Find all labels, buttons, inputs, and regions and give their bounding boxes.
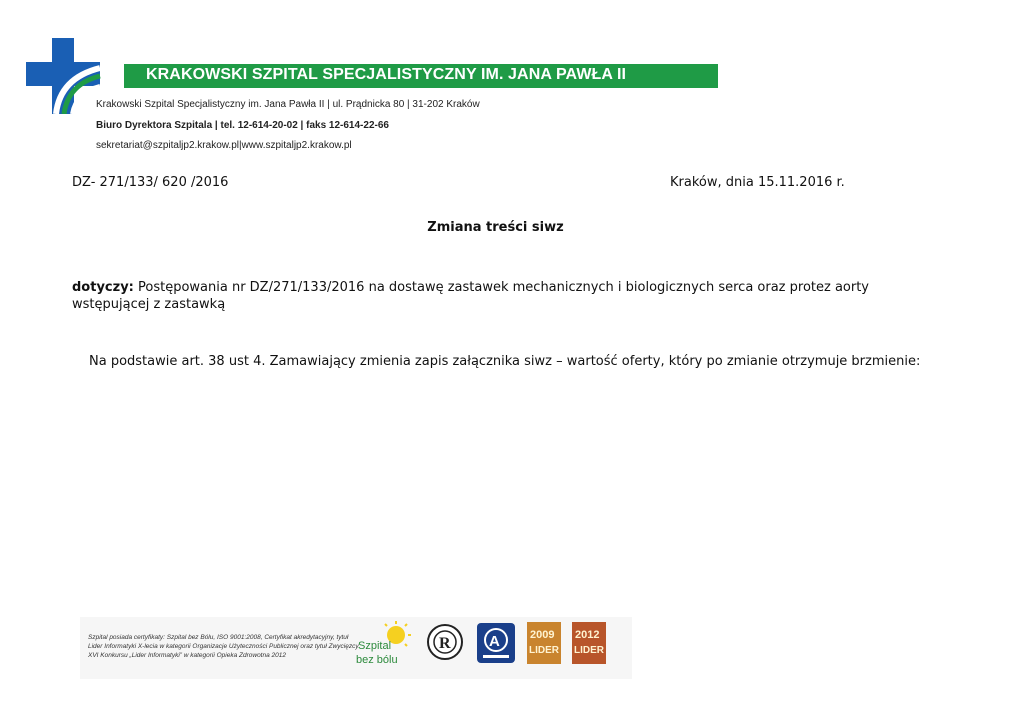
address-line: Krakowski Szpital Specjalistyczny im. Jana Pawła II | ul. Prądnicka 80 | 31-202 Kraków [96,99,480,110]
header-banner [124,64,718,88]
svg-text:A: A [489,633,500,650]
document-title: Zmiana treści siwz [427,220,564,235]
lider-2009-year: 2009 [530,629,555,641]
email-line: sekretariat@szpitaljp2.krakow.pl|www.szpitaljp2.krakow.pl [96,140,352,151]
hospital-logo [26,38,102,114]
concerns-label: dotyczy: [72,280,134,295]
concerns-paragraph [72,279,932,313]
lider-2012-word: LIDER [574,645,604,656]
certificates-text: Szpital posiada certyfikaty: Szpital bez Bólu, ISO 9001:2008, Certyfikat akredytacyjny, tytuł Lider Informatyki X-lecia w kategorii Organizacje Użyteczności Publicznej oraz tytuł Zwycięzcy XVI Konkursu „Lider Informatyki” w kategorii Opieka Zdrowotna 2012 [88,634,359,659]
document-date: Kraków, dnia 15.11.2016 r. [670,175,845,190]
accreditation-certificate-icon [477,623,515,663]
lider-informatyki-2012-badge [572,622,606,664]
svg-text:R: R [439,635,451,652]
body-paragraph: Na podstawie art. 38 ust 4. Zamawiający zmienia zapis załącznika siwz – wartość oferty, który po zmianie otrzymuje brzmienie: [89,354,921,369]
lider-2009-word: LIDER [529,645,559,656]
lider-informatyki-2009-badge [527,622,561,664]
badge-szpital-text: Szpital [358,640,392,652]
contact-line: Biuro Dyrektora Szpitala | tel. 12-614-20-02 | faks 12-614-22-66 [96,120,389,131]
iso-certificate-icon [426,623,464,661]
szpital-bez-bolu-badge [356,621,412,667]
badge-bez-bolu-text: bez bólu [356,654,398,666]
document-reference: DZ- 271/133/ 620 /2016 [72,175,229,190]
footer-certificates [80,617,632,679]
hospital-name: KRAKOWSKI SZPITAL SPECJALISTYCZNY IM. JANA PAWŁA II [146,66,627,83]
lider-2012-year: 2012 [575,629,600,641]
concerns-text: Postępowania nr DZ/271/133/2016 na dostawę zastawek mechanicznych i biologicznych serca oraz protez aorty wstępującej z zastawką [72,280,870,312]
